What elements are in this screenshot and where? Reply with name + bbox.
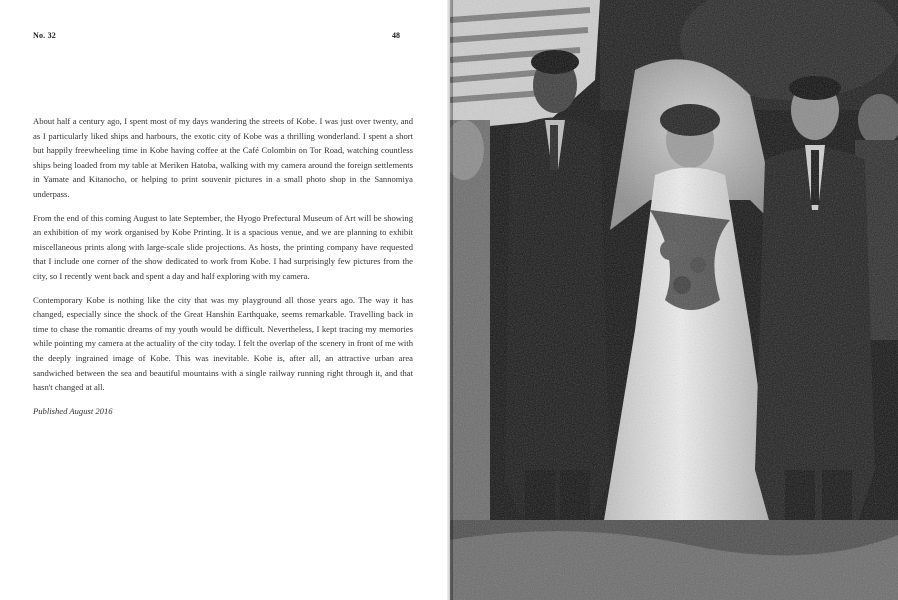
- article-paragraph: From the end of this coming August to late September, the Hyogo Prefectural Museum of Art will be showing an exhibition of my work organised by Kobe Printing. It is a spacious venue, and we are planning to exhibit miscellaneous prints along with large-scale slide projections. As hosts, the printing company have requested that I include one corner of the show dedicated to work from Kobe. I had surprisingly few pictures from the city, so I recently went back and spent a day and half exploring with my camera.: [33, 212, 413, 281]
- page-number: 48: [392, 31, 400, 40]
- article-body: [33, 114, 413, 427]
- page-gutter-shadow: [447, 0, 453, 600]
- publication-date: Published August 2016: [33, 405, 113, 416]
- issue-label: No. 32: [33, 31, 56, 40]
- article-paragraph: About half a century ago, I spent most of my days wandering the streets of Kobe. I was just over twenty, and as I particularly liked ships and harbours, the exotic city of Kobe was a thrilling wonderland. I spent a short but happily freewheeling time in Kobe having coffee at the Café Colombin on Tor Road, watching countless ships being loaded from my table at Meriken Hatoba, walking with my camera around the foreign settlements in Yamate and Kitanocho, or helping to print souvenir pictures in a small photo shop in the Sannomiya underpass.: [33, 116, 413, 199]
- wedding-photograph: [450, 0, 898, 600]
- photo-illustration: [450, 0, 898, 600]
- article-paragraph: Contemporary Kobe is nothing like the city that was my playground all those years ago. The way it has changed, especially since the shock of the Great Hanshin Earthquake, seems remarkable. Travelling back in time to chase the romantic dreams of my youth would be difficult. Nevertheless, I kept tracing my memories while pointing my camera at the actuality of the city today. I felt the overlap of the scenery in front of me with the deeply ingrained image of Kobe. This was inevitable. Kobe is, after all, an attractive urban area sandwiched between the sea and beautiful mountains with a single railway running right through it, and that hasn't changed at all.: [33, 294, 413, 393]
